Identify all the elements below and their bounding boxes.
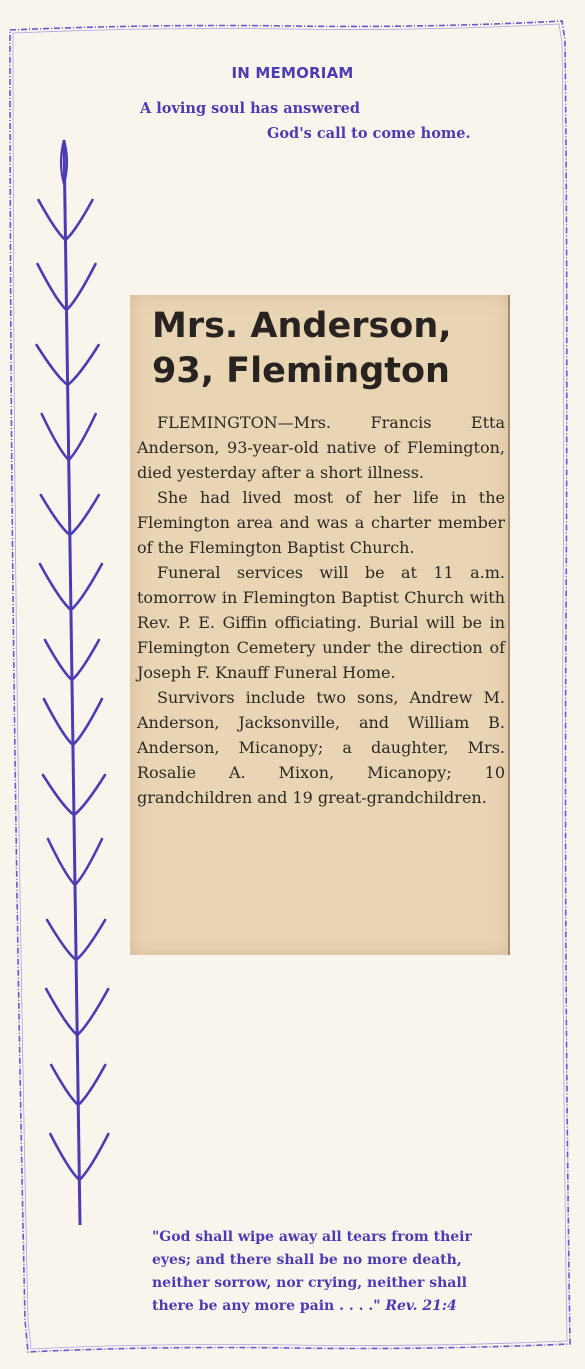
verse-line-2: God's call to come home. xyxy=(267,125,471,142)
quote-line-1: "God shall wipe away all tears from their xyxy=(152,1229,472,1245)
vine-leaf-left xyxy=(47,920,76,960)
quote-line-4-wrap xyxy=(152,1295,532,1318)
scripture-quote xyxy=(152,1226,532,1318)
vine-leaf-right xyxy=(69,414,96,460)
vine-leaf-right xyxy=(74,775,105,815)
vine-leaf-right xyxy=(67,264,96,310)
vine-leaf-right xyxy=(76,920,105,960)
vine-leaf-left xyxy=(40,564,71,610)
vine-leaf-left xyxy=(48,839,75,885)
vine-leaf-left xyxy=(46,989,77,1035)
obituary-paragraph: Funeral services will be at 11 a.m. tomorrow in Flemington Baptist Church with Rev. P. E. Giffin officiating. Burial will be in Flemington Cemetery under the direction of Joseph F. Knauff Funeral Home. xyxy=(137,563,505,682)
vine-leaf-left xyxy=(45,640,72,680)
clipping-edge xyxy=(508,295,510,955)
vine-leaf-left xyxy=(51,1065,78,1105)
obituary-paragraph: She had lived most of her life in the Flemington area and was a charter member of the Flemington Baptist Church. xyxy=(137,488,505,557)
vine-leaf-right xyxy=(71,564,102,610)
obituary-paragraph: FLEMINGTON—Mrs. Francis Etta Anderson, 93-year-old native of Flemington, died yesterday after a short illness. xyxy=(137,413,505,482)
verse-line-1: A loving soul has answered xyxy=(140,100,361,117)
vine-leaf-right xyxy=(79,1134,108,1180)
vine-leaf-left xyxy=(43,775,74,815)
vine-leaf-right xyxy=(78,1065,105,1105)
vine-leaf-right xyxy=(68,345,99,385)
headline-line-2: 93, Flemington xyxy=(152,351,450,391)
quote-line-2: eyes; and there shall be no more death, xyxy=(152,1252,462,1268)
vine-leaf-left xyxy=(44,699,73,745)
vine-leaf-right xyxy=(65,200,92,240)
vine-leaf-left xyxy=(38,264,67,310)
quote-line-3: neither sorrow, nor crying, neither shall xyxy=(152,1275,467,1291)
vine-leaf-left xyxy=(42,414,69,460)
vine-leaf-right xyxy=(77,989,108,1035)
vine-leaf-left xyxy=(38,200,65,240)
memoriam-title: IN MEMORIAM xyxy=(231,64,354,82)
vine-leaf-left xyxy=(50,1134,79,1180)
headline-line-1: Mrs. Anderson, xyxy=(152,306,452,346)
vine-leaf-right xyxy=(75,839,102,885)
scripture-reference: Rev. 21:4 xyxy=(385,1298,457,1314)
vine-leaf-right xyxy=(73,699,102,745)
obituary-paragraph: Survivors include two sons, Andrew M. Anderson, Jacksonville, and William B. Anderson, Micanopy; a daughter, Mrs. Rosalie A. Mixon, Micanopy; 10 grandchildren and 19 great-grandchildren. xyxy=(137,688,505,807)
vine-leaf-left xyxy=(41,495,70,535)
obituary-body xyxy=(137,410,505,810)
obituary-headline xyxy=(152,304,502,394)
vine-leaf-right xyxy=(70,495,99,535)
vine-leaf-left xyxy=(37,345,68,385)
quote-line-4: there be any more pain . . . ." xyxy=(152,1298,381,1314)
vine-leaf-right xyxy=(72,640,99,680)
